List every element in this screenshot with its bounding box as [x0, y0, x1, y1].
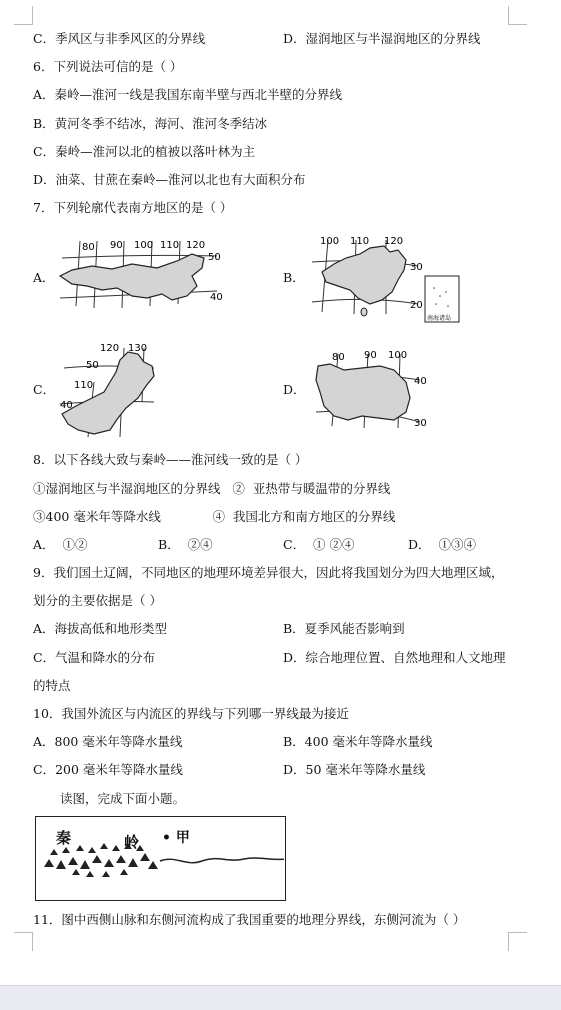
map-d-lon-100: 100	[388, 350, 408, 361]
q10-option-c: C．200 毫米年等降水量线	[33, 762, 183, 777]
q9-option-b: B．夏季风能否影响到	[283, 621, 405, 636]
map-c-lon-110: 110	[74, 380, 94, 391]
corner-mark-top-left	[14, 6, 33, 25]
mountain-range-icon	[44, 843, 158, 877]
map-b-region	[322, 246, 406, 304]
q9-option-d: D．综合地理位置、自然地理和人文地理	[283, 650, 506, 665]
q10-option-b: B．400 毫米年等降水量线	[283, 734, 433, 749]
map-c-outline	[54, 342, 164, 442]
q5-option-d: D．湿润地区与半湿润地区的分界线	[283, 31, 481, 46]
figure-label-qin: 秦	[56, 829, 72, 847]
corner-mark-bottom-right	[508, 932, 527, 951]
map-b-lon-120: 120	[384, 236, 404, 247]
map-b-lat-20: 20	[410, 300, 423, 311]
horizontal-scrollbar[interactable]	[0, 985, 561, 1010]
q8-stem: 8．以下各线大致与秦岭——淮河线一致的是（ ）	[33, 452, 308, 467]
map-a-lon-110: 110	[160, 240, 180, 251]
map-a-lon-120: 120	[186, 240, 206, 251]
map-b-inset-label: 南海诸岛	[427, 315, 452, 322]
map-a-lat-40: 40	[210, 292, 223, 303]
map-a-lon-80: 80	[82, 242, 95, 253]
corner-mark-bottom-left	[14, 932, 33, 951]
map-b-lon-110: 110	[350, 236, 370, 247]
q8-option-d: D． ①③④	[408, 537, 476, 552]
map-c-lat-50: 50	[86, 360, 99, 371]
q7-option-b-label: B．	[283, 270, 305, 285]
figure-label-ling: 岭	[124, 833, 140, 851]
map-a-lon-90: 90	[110, 240, 123, 251]
qinling-figure	[35, 816, 286, 901]
q10-option-a: A．800 毫米年等降水量线	[33, 734, 183, 749]
q8-option-c: C． ① ②④	[283, 537, 355, 552]
map-c-lat-40: 40	[60, 400, 73, 411]
corner-mark-top-right	[508, 6, 527, 25]
q7-option-d-label: D．	[283, 382, 306, 397]
q8-option-a: A． ①②	[33, 537, 88, 552]
q10-option-d: D．50 毫米年等降水量线	[283, 762, 426, 777]
q7-stem: 7．下列轮廓代表南方地区的是（ ）	[33, 200, 233, 215]
map-d-lon-90: 90	[364, 350, 377, 361]
q10-stem: 10．我国外流区与内流区的界线与下列哪一界线最为接近	[33, 706, 349, 721]
map-c-region	[62, 352, 154, 434]
q6-option-d: D．油菜、甘蔗在秦岭—淮河以北也有大面积分布	[33, 172, 306, 187]
q8-option-b: B． ②④	[158, 537, 213, 552]
map-d-outline	[310, 346, 440, 436]
map-a-lon-100: 100	[134, 240, 154, 251]
map-d-lon-80: 80	[332, 352, 345, 363]
q9-option-a: A．海拔高低和地形类型	[33, 621, 168, 636]
q7-option-c-label: C．	[33, 382, 56, 397]
q9-option-c: C．气温和降水的分布	[33, 650, 156, 665]
map-c-lon-120: 120	[100, 343, 120, 354]
q9-stem-line1: 9．我们国土辽阔，不同地区的地理环境差异很大，因此将我国划分为四大地理区域，	[33, 565, 504, 580]
q6-option-c: C．秦岭—淮河以北的植被以落叶林为主	[33, 144, 256, 159]
q8-items-1: ①湿润地区与半湿润地区的分界线 ② 亚热带与暖温带的分界线	[33, 481, 391, 496]
map-b-outline	[308, 232, 468, 327]
map-a-lat-50: 50	[208, 252, 221, 263]
map-d-region	[316, 364, 410, 420]
q6-option-b: B．黄河冬季不结冰，海河、淮河冬季结冰	[33, 116, 268, 131]
map-c-lon-130: 130	[128, 343, 148, 354]
q7-option-a-label: A．	[33, 270, 55, 285]
map-b-lon-100: 100	[320, 236, 340, 247]
q6-stem: 6．下列说法可信的是（ ）	[33, 59, 183, 74]
q11-stem: 11．图中西侧山脉和东侧河流构成了我国重要的地理分界线，东侧河流为（ ）	[33, 912, 466, 927]
map-d-lat-30: 30	[414, 418, 427, 429]
map-d-lat-40: 40	[414, 376, 427, 387]
reading-instruction: 读图，完成下面小题。	[60, 791, 186, 806]
figure-label-jia: • 甲	[162, 830, 190, 846]
q9-stem-line2: 划分的主要依据是（ ）	[33, 593, 162, 608]
map-b-lat-30: 30	[410, 262, 423, 273]
q8-items-2: ③400 毫米年等降水线 ④ 我国北方和南方地区的分界线	[33, 509, 396, 524]
q6-option-a: A．秦岭—淮河一线是我国东南半壁与西北半壁的分界线	[33, 87, 343, 102]
q5-option-c: C．季风区与非季风区的分界线	[33, 31, 206, 46]
map-a-outline	[52, 236, 232, 316]
q9-option-d-continued: 的特点	[33, 678, 71, 693]
map-a-region	[60, 254, 204, 300]
river-line	[160, 858, 284, 863]
